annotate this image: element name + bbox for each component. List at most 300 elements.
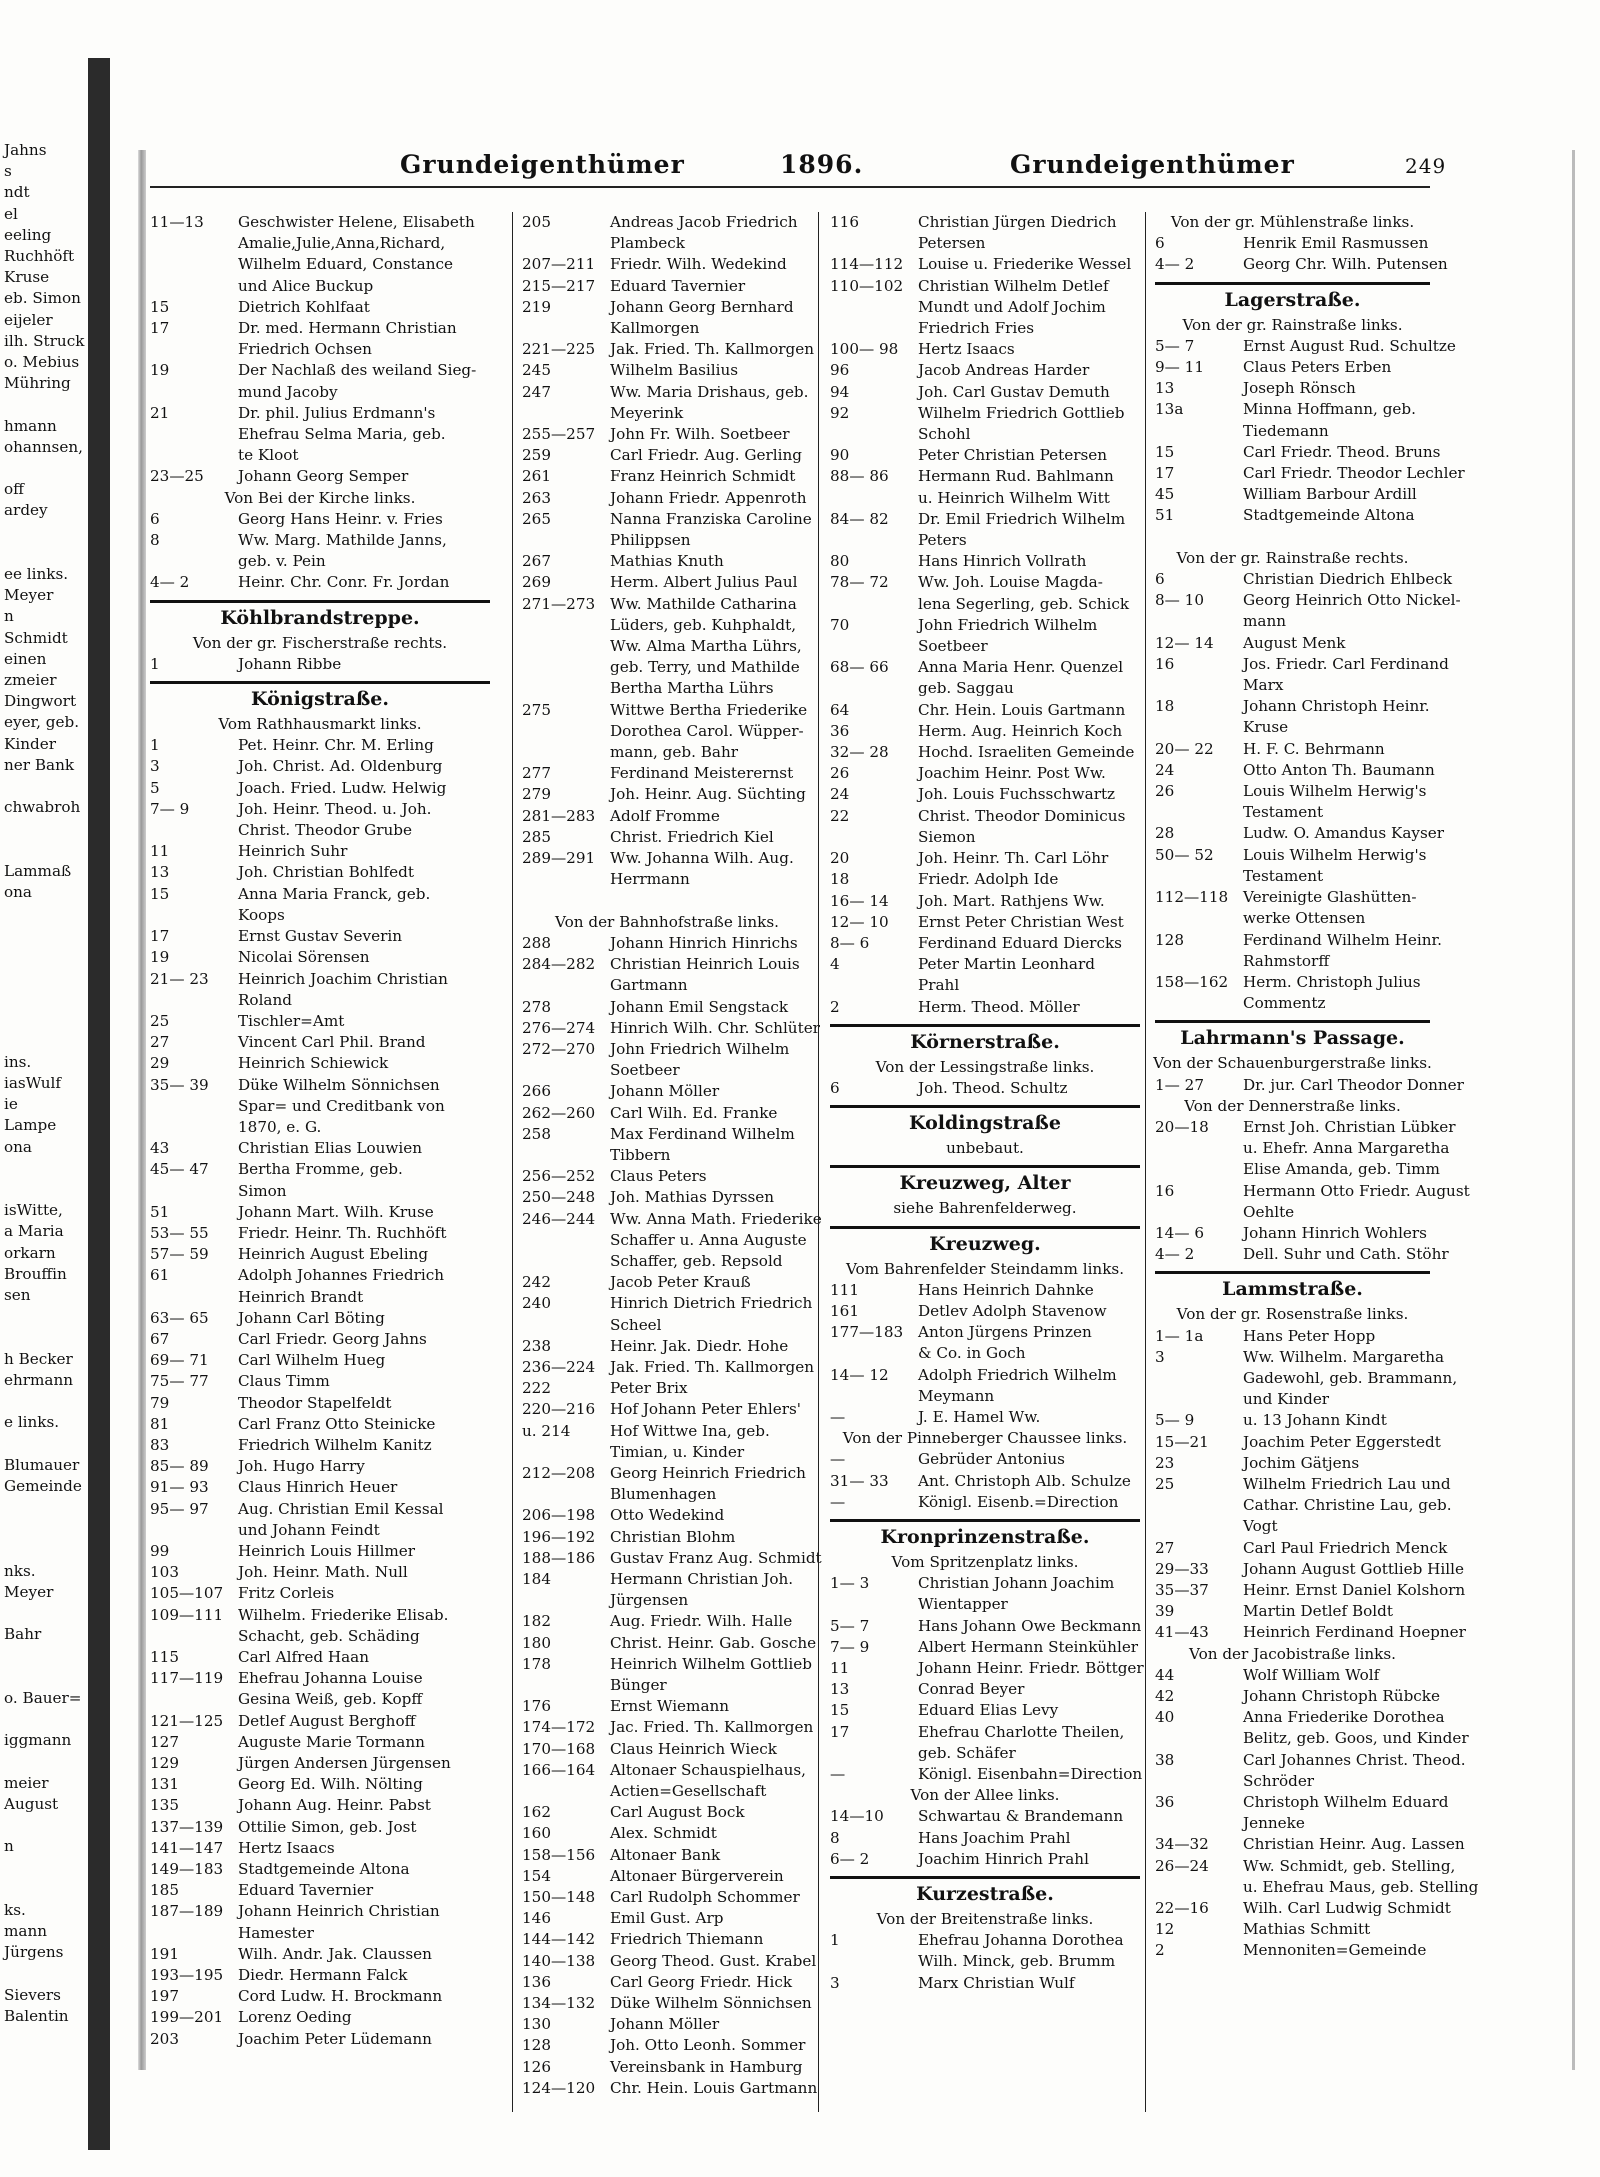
house-number: 8 (830, 1828, 840, 1847)
house-number (830, 827, 918, 848)
owner-entry (830, 912, 1140, 933)
owner-name: Ww. Mathilde Catharina (610, 594, 797, 613)
left-page-line: meier (4, 1773, 49, 1792)
owner-entry (830, 615, 1140, 636)
owner-entry (1155, 1432, 1441, 1453)
left-page-line: off (4, 480, 24, 499)
owner-entry (522, 360, 812, 381)
street-subheading: Von der Schauenburgerstraße links. (1153, 1054, 1432, 1073)
owner-name: Carl Rudolph Schommer (610, 1888, 800, 1907)
house-number: 1— 27 (1155, 1075, 1205, 1094)
street-subheading: unbebaut. (946, 1139, 1024, 1158)
owner-entry (1155, 1410, 1430, 1431)
left-page-line: ilh. Struck (4, 331, 85, 350)
house-number: 70 (830, 615, 850, 634)
owner-name: Schaffer u. Anna Auguste (610, 1230, 807, 1249)
house-number: 275 (522, 700, 551, 719)
owner-entry (522, 551, 812, 572)
owner-name: Carl Friedr. Aug. Gerling (610, 446, 802, 465)
owner-entry (522, 1293, 812, 1314)
house-number: 1 (150, 736, 160, 755)
owner-entry (522, 403, 812, 424)
owner-entry (150, 1732, 490, 1753)
owner-entry (150, 1244, 490, 1265)
house-number: 11 (150, 842, 170, 861)
house-number: 259 (522, 446, 551, 465)
house-number: 31— 33 (830, 1471, 889, 1490)
house-number (1155, 1368, 1243, 1389)
owner-name: Ernst Gustav Severin (238, 927, 402, 946)
left-page-line (0, 988, 142, 1009)
owner-entry (1155, 1877, 1479, 1898)
owner-entry (830, 1343, 1140, 1364)
street-subheading: Von der Allee links. (910, 1786, 1060, 1805)
owner-name: geb. Saggau (918, 679, 1014, 698)
house-number: 51 (150, 1202, 170, 1221)
house-number: 24 (830, 785, 850, 804)
street-subheading: Vom Spritzenplatz links. (891, 1552, 1079, 1571)
owner-entry (150, 551, 490, 572)
left-page-line: Mühring (4, 374, 71, 393)
column-divider (818, 212, 819, 2112)
house-number: 207—211 (522, 255, 596, 274)
street-subheading: Von der gr. Rosenstraße links. (1176, 1305, 1409, 1324)
owner-entry (1155, 1202, 1430, 1223)
left-page-line (0, 925, 142, 946)
house-number: 20— 22 (1155, 739, 1214, 758)
owner-name: Dr. jur. Carl Theodor Donner (1243, 1075, 1464, 1094)
house-number: 88— 86 (830, 467, 889, 486)
owner-entry (830, 1386, 1140, 1407)
owner-name: Claus Timm (238, 1372, 330, 1391)
house-number: 135 (150, 1796, 179, 1815)
house-number: 57— 59 (150, 1245, 209, 1264)
house-number: 50— 52 (1155, 845, 1214, 864)
owner-name: Heinrich Brandt (238, 1287, 364, 1306)
house-number (830, 1594, 918, 1615)
owner-name: Christian Diedrich Ehlbeck (1243, 570, 1453, 589)
owner-name: Chr. Hein. Louis Gartmann (918, 700, 1126, 719)
left-page-line: o. Mebius (4, 353, 80, 372)
owner-entry (522, 1527, 812, 1548)
house-number: 128 (522, 2036, 551, 2055)
owner-entry (522, 572, 812, 593)
owner-entry (150, 1159, 490, 1180)
house-number: 114—112 (830, 255, 904, 274)
owner-name: Georg Ed. Wilh. Nölting (238, 1775, 423, 1794)
house-number: 127 (150, 1732, 179, 1751)
house-number: 4 (830, 955, 840, 974)
owner-name: Johann Emil Sengstack (610, 997, 789, 1016)
house-number: 188—186 (522, 1548, 596, 1567)
owner-entry (522, 254, 812, 275)
house-number: 5— 7 (830, 1616, 870, 1635)
owner-name: Emil Gust. Arp (610, 1909, 724, 1928)
owner-name: Wilhelm Friedrich Lau und (1243, 1474, 1451, 1493)
owner-entry (1155, 1181, 1470, 1202)
house-number (150, 990, 238, 1011)
owner-name: Heinrich Louis Hillmer (238, 1541, 416, 1560)
house-number (150, 1096, 238, 1117)
house-number (1155, 1138, 1243, 1159)
owner-entry (830, 700, 1140, 721)
left-page-line: ona (4, 1137, 32, 1156)
owner-name: Hof Johann Peter Ehlers' (610, 1400, 801, 1419)
owner-name: Johann Aug. Heinr. Pabst (238, 1796, 431, 1815)
house-number: 24 (1155, 760, 1175, 779)
house-number: 130 (522, 2015, 551, 2034)
owner-entry (150, 1223, 490, 1244)
owner-name: werke Ottensen (1243, 909, 1366, 928)
owner-name: Bertha Fromme, geb. (238, 1160, 403, 1179)
owner-entry (522, 678, 812, 699)
house-number: 32— 28 (830, 743, 889, 762)
owner-entry (830, 318, 1140, 339)
house-number: — (830, 1765, 846, 1783)
house-number: 39 (1155, 1602, 1175, 1621)
house-number: 278 (522, 997, 551, 1016)
owner-entry (1155, 1244, 1449, 1265)
owner-name: Anna Maria Henr. Quenzel (918, 658, 1124, 677)
owner-entry (830, 1322, 1140, 1343)
owner-entry (522, 1209, 822, 1230)
owner-name: mund Jacoby (238, 382, 338, 401)
owner-name: Mennoniten=Gemeinde (1243, 1941, 1427, 1960)
owner-name: Hermann Rud. Bahlmann (918, 467, 1114, 486)
owner-entry (150, 2007, 490, 2028)
column-4 (1153, 212, 1479, 1962)
left-page-line: s (4, 162, 12, 181)
owner-name: Christian Heinrich Louis (610, 955, 800, 974)
owner-name: Joachim Peter Lüdemann (238, 2029, 432, 2048)
house-number: 255—257 (522, 425, 596, 444)
owner-name: Dr. phil. Julius Erdmann's (238, 403, 436, 422)
owner-entry (150, 1075, 490, 1096)
owner-entry (830, 1973, 1140, 1994)
street-subheading: Von der gr. Rainstraße rechts. (1176, 548, 1409, 567)
street-subheading: Vom Rathhausmarkt links. (218, 715, 422, 734)
left-page-line (0, 1433, 142, 1454)
owner-entry (150, 1965, 490, 1986)
left-page-line: Dingwort (4, 692, 77, 711)
house-number: 205 (522, 213, 551, 231)
owner-entry (1155, 399, 1430, 420)
house-number: 100— 98 (830, 340, 899, 359)
owner-entry (830, 1679, 1140, 1700)
owner-entry (522, 1866, 812, 1887)
owner-entry (830, 1637, 1140, 1658)
owner-name: Johann Georg Semper (238, 467, 409, 486)
house-number: 78— 72 (830, 573, 889, 592)
street-heading: Kreuzweg. (830, 1226, 1140, 1259)
house-number: — (830, 1492, 846, 1511)
owner-entry (522, 1633, 817, 1654)
owner-entry (1155, 1898, 1451, 1919)
owner-name: geb. Terry, und Mathilde (610, 658, 800, 677)
house-number: 180 (522, 1633, 551, 1652)
owner-entry (150, 1011, 490, 1032)
left-page-line (0, 946, 142, 967)
owner-entry (522, 848, 812, 869)
house-number: 265 (522, 509, 551, 528)
owner-entry (830, 403, 1140, 424)
house-number: 19 (150, 361, 170, 380)
owner-name: Heinr. Jak. Diedr. Hohe (610, 1336, 789, 1355)
owner-entry (150, 318, 490, 339)
owner-name: August Menk (1243, 633, 1346, 652)
owner-name: Herm. Theod. Möller (918, 997, 1080, 1016)
owner-entry (150, 1265, 490, 1286)
owner-name: Actien=Gesellschaft (610, 1782, 767, 1801)
owner-name: Otto Wedekind (610, 1506, 725, 1525)
street-subheading: Von der Jacobistraße links. (1189, 1644, 1396, 1663)
owner-entry (150, 509, 490, 530)
owner-entry (522, 1696, 812, 1717)
house-number: 269 (522, 573, 551, 592)
owner-name: Peter Christian Petersen (918, 446, 1108, 465)
owner-entry (522, 1187, 812, 1208)
house-number: 1 (150, 654, 160, 673)
owner-name: Herm. Christoph Julius (1243, 972, 1421, 991)
left-page-line (0, 458, 142, 479)
owner-entry (522, 1569, 812, 1590)
owner-entry (522, 509, 812, 530)
owner-entry (150, 572, 490, 593)
owner-entry (150, 1350, 490, 1371)
house-number (522, 742, 610, 763)
owner-name: Jacob Peter Krauß (610, 1273, 751, 1292)
house-number: 160 (522, 1824, 551, 1843)
owner-entry (150, 1562, 490, 1583)
owner-name: Aug. Christian Emil Kessal (238, 1499, 444, 1518)
house-number: 8— 10 (1155, 591, 1205, 610)
street-heading: Kurzestraße. (830, 1876, 1140, 1909)
house-number: 43 (150, 1139, 170, 1158)
house-number (522, 657, 610, 678)
owner-entry (522, 1781, 812, 1802)
house-number: 263 (522, 488, 551, 507)
owner-entry (150, 403, 490, 424)
owner-entry (1155, 1665, 1430, 1686)
house-number: 146 (522, 1909, 551, 1928)
column-3 (830, 212, 1144, 1994)
house-number (1155, 421, 1243, 442)
house-number: 41—43 (1155, 1623, 1209, 1642)
house-number (522, 1484, 610, 1505)
house-number: 256—252 (522, 1167, 596, 1186)
owner-name: Louis Wilhelm Herwig's (1243, 782, 1427, 801)
owner-name: Königl. Eisenb.=Direction (918, 1492, 1119, 1511)
house-number: 68— 66 (830, 658, 889, 677)
house-number: 26 (830, 764, 850, 783)
owner-entry (522, 1717, 812, 1738)
owner-name: J. E. Hamel Ww. (918, 1407, 1041, 1426)
owner-name: Joh. Christ. Ad. Oldenburg (238, 757, 443, 776)
owner-name: Heinrich Schiewick (238, 1054, 389, 1073)
house-number: 4— 2 (150, 573, 190, 592)
page-number: 249 (1405, 154, 1447, 178)
owner-entry (830, 1573, 1140, 1594)
house-number (150, 551, 238, 572)
left-page-line: Kinder (4, 734, 56, 753)
house-number: 64 (830, 700, 850, 719)
owner-entry (150, 756, 490, 777)
owner-name: Vereinsbank in Hamburg (610, 2057, 803, 2076)
owner-entry (1155, 675, 1430, 696)
house-number: 162 (522, 1803, 551, 1822)
house-number: 111 (830, 1280, 859, 1299)
house-number: 158—162 (1155, 972, 1229, 991)
house-number: 15 (1155, 442, 1175, 461)
house-number: 197 (150, 1987, 179, 2006)
owner-entry (830, 1743, 1140, 1764)
left-page-line: Jürgens (4, 1943, 64, 1962)
owner-name: Otto Anton Th. Baumann (1243, 760, 1435, 779)
house-number: 144—142 (522, 1930, 596, 1949)
owner-entry (522, 488, 812, 509)
house-number: 110—102 (830, 276, 904, 295)
owner-entry (1155, 1834, 1465, 1855)
house-number: 12— 14 (1155, 633, 1214, 652)
owner-name: Auguste Marie Tormann (238, 1732, 425, 1751)
owner-name: Martin Detlef Boldt (1243, 1602, 1393, 1621)
house-number: 281—283 (522, 806, 596, 825)
owner-entry (150, 1117, 490, 1138)
owner-name: Soetbeer (918, 637, 988, 656)
owner-name: Hamester (238, 1923, 314, 1942)
owner-entry (522, 1739, 812, 1760)
house-number: 81 (150, 1414, 170, 1433)
owner-name: Altonaer Bürgerverein (610, 1866, 784, 1885)
house-number: 176 (522, 1697, 551, 1716)
owner-entry (150, 1689, 490, 1710)
owner-entry (1155, 993, 1430, 1014)
owner-entry (522, 1845, 812, 1866)
owner-name: Wilh. Carl Ludwig Schmidt (1243, 1899, 1451, 1918)
owner-name: Philippsen (610, 531, 691, 550)
house-number: 13 (150, 863, 170, 882)
owner-entry (522, 1675, 812, 1696)
owner-entry (150, 1053, 490, 1074)
owner-entry (522, 933, 812, 954)
left-page-line (0, 819, 142, 840)
house-number: 8 (150, 531, 160, 550)
owner-name: Claus Peters Erben (1243, 358, 1392, 377)
house-number: 3 (830, 1973, 840, 1992)
owner-name: Cathar. Christine Lau, geb. (1243, 1496, 1452, 1515)
owner-name: Carl Wilhelm Hueg (238, 1351, 386, 1370)
owner-entry (522, 1166, 812, 1187)
house-number (522, 1442, 610, 1463)
owner-name: Vereinigte Glashütten- (1243, 888, 1417, 907)
owner-name: Christ. Theodor Grube (238, 821, 412, 840)
owner-name: Wientapper (918, 1595, 1008, 1614)
house-number: 134—132 (522, 1994, 596, 2013)
owner-name: Hans Hinrich Vollrath (918, 552, 1087, 571)
owner-entry (150, 1647, 490, 1668)
owner-entry (522, 997, 812, 1018)
house-number (522, 975, 610, 996)
house-number: 140—138 (522, 1951, 596, 1970)
owner-entry (150, 1308, 490, 1329)
street-heading: Lahrmann's Passage. (1155, 1020, 1430, 1053)
owner-entry (522, 276, 812, 297)
owner-name: Detlef August Berghoff (238, 1711, 416, 1730)
owner-entry (1155, 1138, 1450, 1159)
owner-entry (150, 530, 490, 551)
left-page-line: Brouffin (4, 1264, 67, 1283)
owner-name: Christian Jürgen Diedrich (918, 213, 1117, 231)
owner-entry (150, 1774, 490, 1795)
left-page-line: ehrmann (4, 1370, 74, 1389)
left-page-line (0, 776, 142, 797)
owner-name: Marx Christian Wulf (918, 1973, 1075, 1992)
house-number: 289—291 (522, 849, 596, 868)
house-number (830, 636, 918, 657)
house-number: 166—164 (522, 1760, 596, 1779)
owner-name: Joh. Carl Gustav Demuth (918, 382, 1110, 401)
left-page-line (0, 1857, 142, 1878)
owner-name: Carl Alfred Haan (238, 1648, 369, 1666)
column-2 (522, 212, 822, 2099)
house-number (1155, 675, 1243, 696)
street-subheading: Von der gr. Rainstraße links. (1182, 315, 1403, 334)
owner-name: Christian Blohm (610, 1527, 736, 1546)
house-number: 13 (1155, 379, 1175, 398)
house-number: 267 (522, 552, 551, 571)
owner-name: Carl Georg Friedr. Hick (610, 1972, 793, 1991)
owner-name: Christ. Friedrich Kiel (610, 827, 774, 846)
owner-name: Joh. Heinr. Th. Carl Löhr (918, 849, 1109, 868)
owner-name: Claus Hinrich Heuer (238, 1478, 398, 1497)
owner-name: Hinrich Wilh. Chr. Schlüter (610, 1018, 820, 1037)
owner-name: Gebrüder Antonius (918, 1450, 1065, 1469)
left-page-line: ie (4, 1095, 18, 1114)
house-number: 112—118 (1155, 888, 1229, 907)
owner-entry (522, 869, 812, 890)
street-heading: Körnerstraße. (830, 1024, 1140, 1057)
owner-name: Joh. Heinr. Theod. u. Joh. (238, 799, 432, 818)
house-number: 184 (522, 1570, 551, 1588)
left-page-line: ee links. (4, 565, 69, 584)
owner-name: Johann Ribbe (238, 654, 342, 673)
owner-name: geb. Schäfer (918, 1743, 1016, 1762)
owner-entry (1155, 1495, 1452, 1516)
left-page-line: Lampe (4, 1116, 57, 1135)
house-number: 28 (1155, 824, 1175, 843)
house-number: 185 (150, 1881, 179, 1900)
house-number (522, 318, 610, 339)
owner-name: 1870, e. G. (238, 1117, 322, 1136)
owner-entry (150, 1901, 490, 1922)
owner-name: Joach. Fried. Ludw. Helwig (238, 778, 447, 797)
house-number (150, 1689, 238, 1710)
house-number (830, 1386, 918, 1407)
house-number (830, 975, 918, 996)
owner-name: Spar= und Creditbank von (238, 1096, 445, 1115)
owner-entry (150, 1541, 490, 1562)
owner-name: & Co. in Goch (918, 1344, 1026, 1363)
owner-name: Carl Friedr. Theodor Lechler (1243, 464, 1465, 483)
owner-entry (150, 735, 490, 756)
owner-entry (150, 276, 490, 297)
owner-entry (830, 339, 1140, 360)
owner-entry (830, 742, 1140, 763)
house-number (522, 869, 610, 890)
owner-entry (1155, 1538, 1448, 1559)
owner-entry (522, 1272, 812, 1293)
house-number (150, 1923, 238, 1944)
